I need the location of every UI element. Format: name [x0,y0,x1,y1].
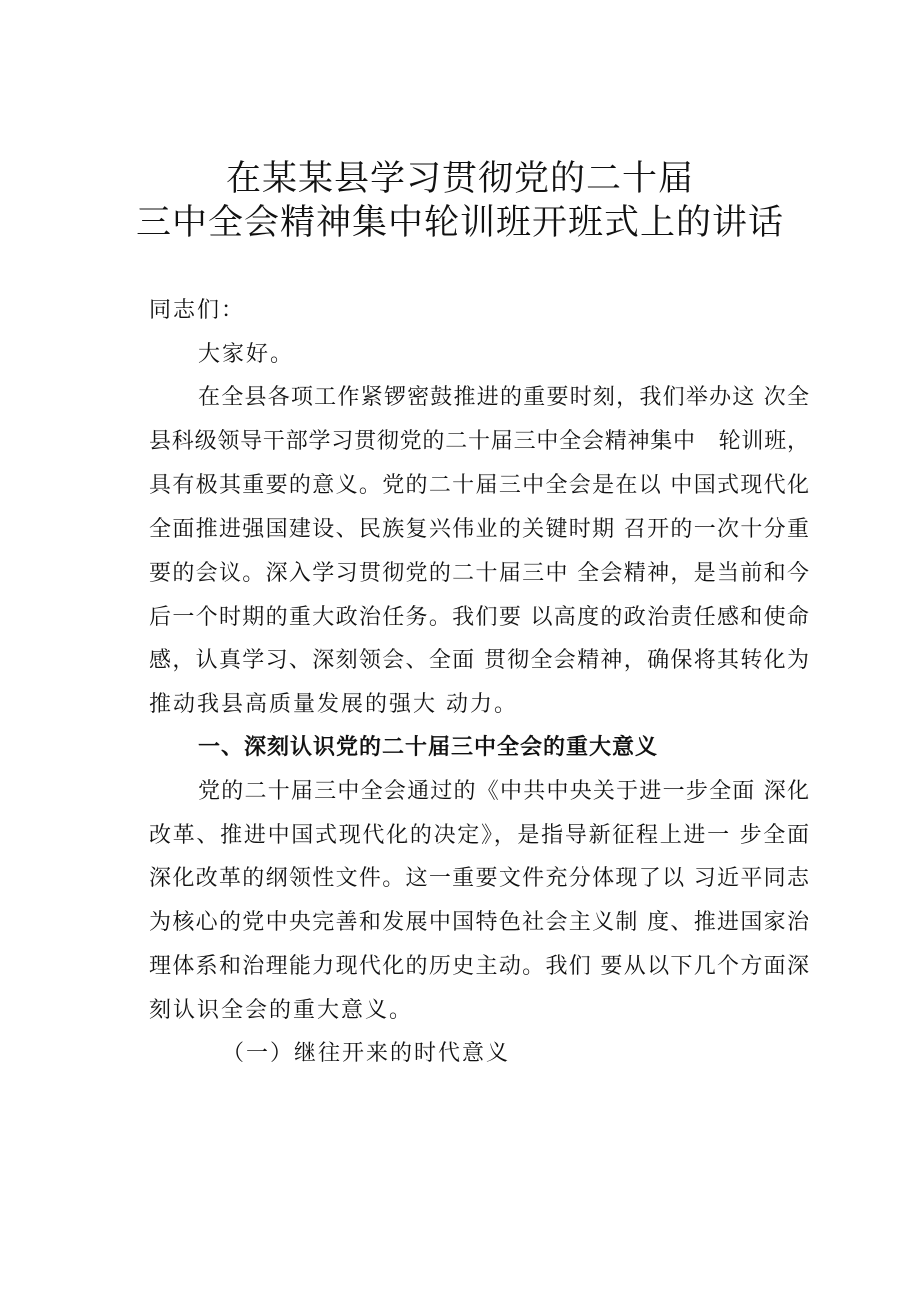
paragraph-2-line: 深化改革的纲领性文件。这一重要文件充分体现了以 习近平同志 [149,866,809,891]
paragraph-1-line: 要的会议。深入学习贯彻党的二十届三中 全会精神，是当前和今 [149,561,809,586]
paragraph-2-line: 改革、推进中国式现代化的决定》，是指导新征程上进一 步全面 [149,823,809,848]
document-title-line-2: 三中全会精神集中轮训班开班式上的讲话 [135,203,784,243]
document-title-line-1: 在某某县学习贯彻党的二十届 [225,159,694,199]
paragraph-2-line: 理体系和治理能力现代化的历史主动。我们 要从以下几个方面深 [149,954,809,979]
paragraph-2-line: 党的二十届三中全会通过的《中共中央关于进一步全面 深化 [198,779,809,804]
paragraph-1-line: 在全县各项工作紧锣密鼓推进的重要时刻，我们举办这 次全 [198,385,809,410]
paragraph-1-line: 县科级领导干部学习贯彻党的二十届三中全会精神集中 轮训班， [149,429,809,454]
subsection-1-heading: （一）继往开来的时代意义 [222,1041,511,1066]
paragraph-1-line: 具有极其重要的意义。党的二十届三中全会是在以 中国式现代化 [149,473,809,498]
greeting: 大家好。 [198,342,295,367]
paragraph-2-line: 刻认识全会的重大意义。 [149,998,414,1023]
section-1-heading: 一、深刻认识党的二十届三中全会的重大意义 [198,735,659,760]
salutation: 同志们： [149,298,246,323]
paragraph-1-line: 全面推进强国建设、民族复兴伟业的关键时期 召开的一次十分重 [149,517,809,542]
paragraph-1-line: 后一个时期的重大政治任务。我们要 以高度的政治责任感和使命 [149,605,809,630]
paragraph-1-line: 推动我县高质量发展的强大 动力。 [149,692,518,717]
paragraph-1-line: 感，认真学习、深刻领会、全面 贯彻全会精神，确保将其转化为 [149,648,809,673]
paragraph-2-line: 为核心的党中央完善和发展中国特色社会主义制 度、推进国家治 [149,910,809,935]
